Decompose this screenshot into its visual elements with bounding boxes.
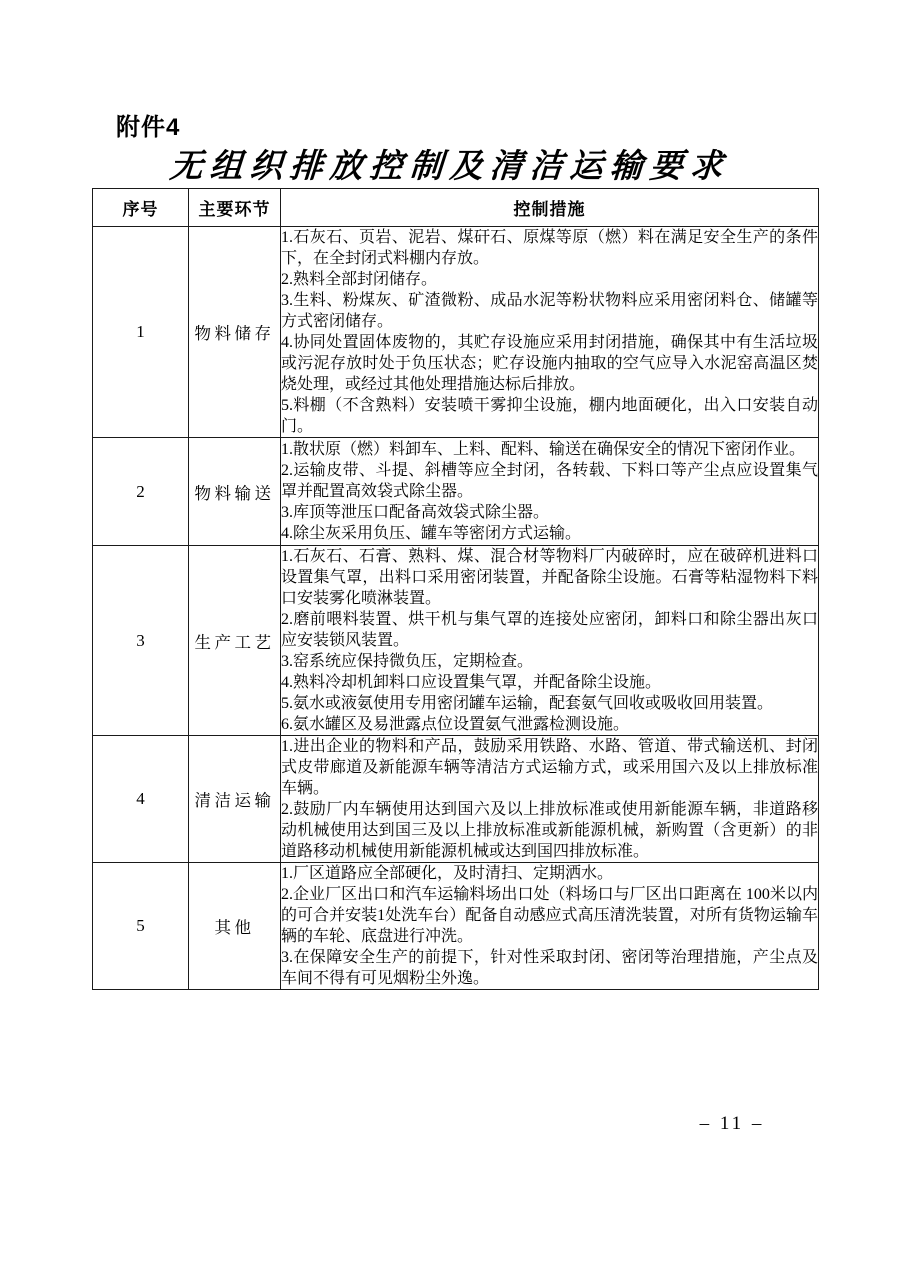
measure-item: 3.库顶等泄压口配备高效袋式除尘器。 xyxy=(281,504,550,521)
measure-item: 2.运输皮带、斗提、斜槽等应全封闭，各转载、下料口等产尘点应设置集气罩并配置高效袋式除尘器。 xyxy=(281,462,818,500)
measure-item: 1.厂区道路应全部硬化，及时清扫、定期洒水。 xyxy=(281,865,614,882)
table-row xyxy=(93,227,819,438)
measure-item: 4.协同处置固体废物的，其贮存设施应采用封闭措施，确保其中有生活垃圾或污泥存放时处于负压状态；贮存设施内抽取的空气应导入水泥窑高温区焚烧处理，或经过其他处理措施达标后排放。 xyxy=(281,334,818,393)
measure-item: 6.氨水罐区及易泄露点位设置氨气泄露检测设施。 xyxy=(281,716,630,733)
row-measures xyxy=(281,863,819,990)
row-stage: 清洁运输 xyxy=(189,736,281,863)
document-title: 无组织排放控制及清洁运输要求 xyxy=(168,149,732,185)
measure-item: 4.熟料冷却机卸料口应设置集气罩，并配备除尘设施。 xyxy=(281,674,662,691)
measure-item: 2.磨前喂料装置、烘干机与集气罩的连接处应密闭，卸料口和除尘器出灰口应安装锁风装置。 xyxy=(281,611,818,649)
measure-item: 1.石灰石、石膏、熟料、煤、混合材等物料厂内破碎时，应在破碎机进料口设置集气罩，出料口采用密闭装置，并配备除尘设施。石膏等粘湿物料下料口安装雾化喷淋装置。 xyxy=(281,548,818,607)
measure-item: 1.石灰石、页岩、泥岩、煤矸石、原煤等原（燃）料在满足安全生产的条件下，在全封闭式料棚内存放。 xyxy=(281,229,818,267)
page-number: – 11 – xyxy=(699,1113,765,1134)
measure-item: 2.熟料全部封闭储存。 xyxy=(281,271,438,288)
row-measures xyxy=(281,546,819,736)
row-number: 3 xyxy=(93,546,189,736)
control-measures-table xyxy=(92,188,819,990)
attachment-label: 附件4 xyxy=(116,114,181,141)
header-cell-stage: 主要环节 xyxy=(189,189,281,227)
row-measures xyxy=(281,438,819,546)
measure-item: 2.企业厂区出口和汽车运输料场出口处（料场口与厂区出口距离在 100米以内的可合并安装1处洗车台）配备自动感应式高压清洗装置，对所有货物运输车辆的车轮、底盘进行冲洗。 xyxy=(281,886,818,945)
row-stage: 物料输送 xyxy=(189,438,281,546)
measure-item: 1.进出企业的物料和产品，鼓励采用铁路、水路、管道、带式输送机、封闭式皮带廊道及新能源车辆等清洁方式运输方式，或采用国六及以上排放标准车辆。 xyxy=(281,738,818,797)
measure-item: 3.生料、粉煤灰、矿渣微粉、成品水泥等粉状物料应采用密闭料仓、储罐等方式密闭储存。 xyxy=(281,292,818,330)
measure-item: 3.在保障安全生产的前提下，针对性采取封闭、密闭等治理措施，产尘点及车间不得有可见烟粉尘外逸。 xyxy=(281,949,818,987)
row-measures xyxy=(281,227,819,438)
row-measures xyxy=(281,736,819,863)
measure-item: 3.窑系统应保持微负压，定期检查。 xyxy=(281,653,534,670)
measure-item: 1.散状原（燃）料卸车、上料、配料、输送在确保安全的情况下密闭作业。 xyxy=(281,441,806,458)
row-stage: 生产工艺 xyxy=(189,546,281,736)
table-header-row xyxy=(93,189,819,227)
table-row xyxy=(93,546,819,736)
table-row xyxy=(93,736,819,863)
measure-item: 2.鼓励厂内车辆使用达到国六及以上排放标准或使用新能源车辆，非道路移动机械使用达到国三及以上排放标准或新能源机械，新购置（含更新）的非道路移动机械使用新能源机械或达到国四排放标准。 xyxy=(281,801,818,860)
measure-item: 5.氨水或液氨使用专用密闭罐车运输，配套氨气回收或吸收回用装置。 xyxy=(281,695,774,712)
measure-item: 5.料棚（不含熟料）安装喷干雾抑尘设施，棚内地面硬化，出入口安装自动门。 xyxy=(281,397,818,435)
measure-item: 4.除尘灰采用负压、罐车等密闭方式运输。 xyxy=(281,525,582,542)
row-number: 2 xyxy=(93,438,189,546)
row-stage: 其他 xyxy=(189,863,281,990)
row-number: 5 xyxy=(93,863,189,990)
row-stage: 物料储存 xyxy=(189,227,281,438)
table-row xyxy=(93,863,819,990)
row-number: 4 xyxy=(93,736,189,863)
header-cell-no: 序号 xyxy=(93,189,189,227)
row-number: 1 xyxy=(93,227,189,438)
table-row xyxy=(93,438,819,546)
header-cell-measures: 控制措施 xyxy=(281,189,819,227)
